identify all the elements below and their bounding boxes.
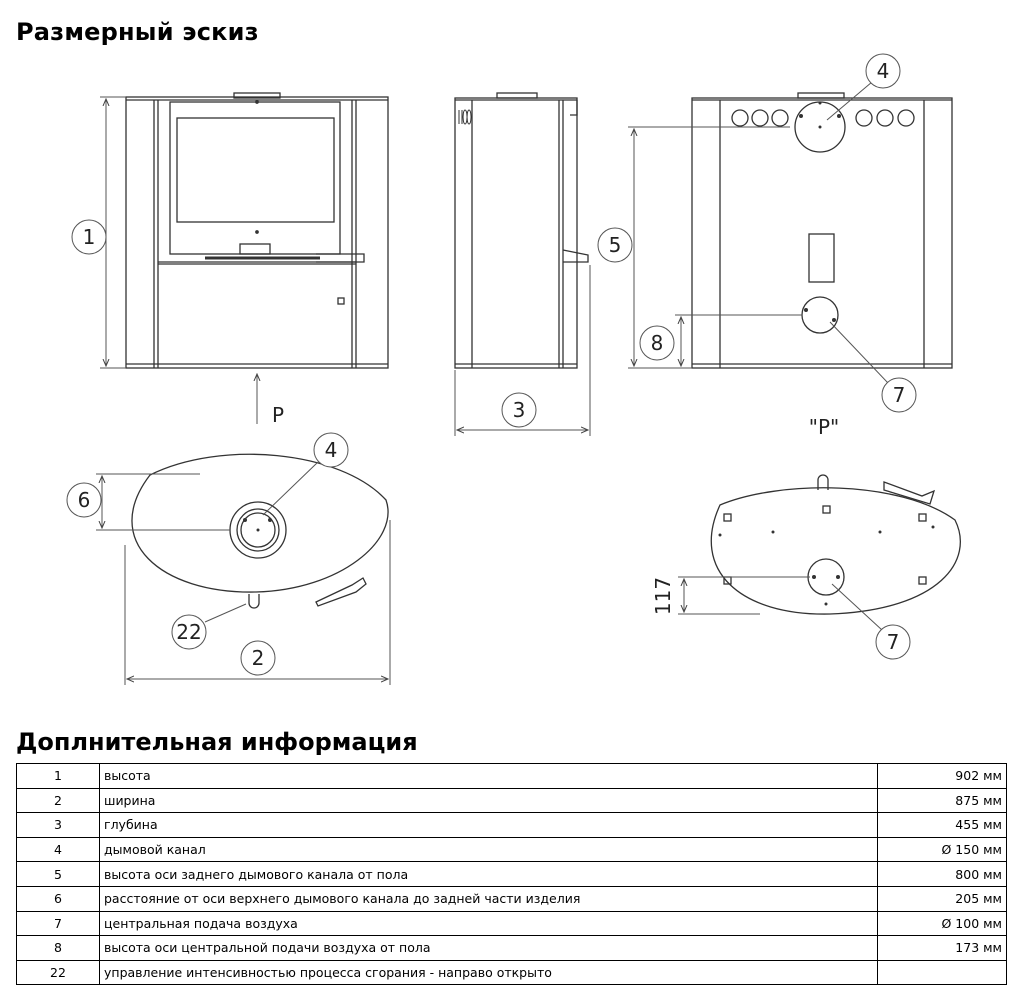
callout-117: 117 bbox=[651, 576, 675, 616]
cell-num: 4 bbox=[17, 837, 100, 862]
cell-val bbox=[878, 960, 1007, 985]
cell-num: 22 bbox=[17, 960, 100, 985]
callout-7-rear: 7 bbox=[892, 383, 906, 407]
callout-4-top: 4 bbox=[324, 438, 338, 462]
page-title: Размерный эскиз bbox=[16, 18, 259, 46]
cell-val: 455 мм bbox=[878, 813, 1007, 838]
table-row bbox=[17, 936, 1007, 961]
table-row bbox=[17, 911, 1007, 936]
side-view bbox=[455, 93, 588, 368]
cell-desc: управление интенсивностью процесса сгорания - направо открыто bbox=[100, 960, 878, 985]
cell-num: 1 bbox=[17, 764, 100, 789]
cell-desc: ширина bbox=[100, 788, 878, 813]
table-row bbox=[17, 764, 1007, 789]
cell-num: 8 bbox=[17, 936, 100, 961]
cell-val: 205 мм bbox=[878, 886, 1007, 911]
cell-val: 902 мм bbox=[878, 764, 1007, 789]
cell-num: 5 bbox=[17, 862, 100, 887]
rear-view bbox=[692, 93, 952, 368]
rear-view-label: "P" bbox=[808, 415, 840, 439]
table-row bbox=[17, 837, 1007, 862]
info-table bbox=[16, 763, 1007, 985]
cell-desc: центральная подача воздуха bbox=[100, 911, 878, 936]
cell-val: Ø 100 мм bbox=[878, 911, 1007, 936]
cell-desc: высота оси заднего дымового канала от пола bbox=[100, 862, 878, 887]
cell-desc: дымовой канал bbox=[100, 837, 878, 862]
callout-3: 3 bbox=[512, 398, 526, 422]
cell-desc: глубина bbox=[100, 813, 878, 838]
table-row bbox=[17, 813, 1007, 838]
view-arrow-label: P bbox=[272, 403, 285, 427]
callout-2: 2 bbox=[251, 646, 265, 670]
table-row bbox=[17, 960, 1007, 985]
table-row bbox=[17, 886, 1007, 911]
cell-desc: расстояние от оси верхнего дымового канала до задней части изделия bbox=[100, 886, 878, 911]
cell-desc: высота оси центральной подачи воздуха от пола bbox=[100, 936, 878, 961]
cell-num: 3 bbox=[17, 813, 100, 838]
callout-4-rear: 4 bbox=[876, 59, 890, 83]
front-view bbox=[126, 93, 388, 368]
cell-val: Ø 150 мм bbox=[878, 837, 1007, 862]
cell-val: 875 мм bbox=[878, 788, 1007, 813]
callout-5: 5 bbox=[608, 233, 622, 257]
top-view bbox=[132, 454, 388, 608]
table-row bbox=[17, 862, 1007, 887]
callout-1: 1 bbox=[82, 225, 96, 249]
cell-num: 6 bbox=[17, 886, 100, 911]
callout-22: 22 bbox=[176, 620, 202, 644]
bottom-view bbox=[711, 475, 960, 614]
table-row bbox=[17, 788, 1007, 813]
cell-num: 2 bbox=[17, 788, 100, 813]
cell-desc: высота bbox=[100, 764, 878, 789]
callout-7-bottom: 7 bbox=[886, 630, 900, 654]
section-title: Доплнительная информация bbox=[16, 728, 418, 756]
cell-val: 800 мм bbox=[878, 862, 1007, 887]
callout-8: 8 bbox=[650, 331, 664, 355]
cell-val: 173 мм bbox=[878, 936, 1007, 961]
cell-num: 7 bbox=[17, 911, 100, 936]
callout-6: 6 bbox=[77, 488, 91, 512]
